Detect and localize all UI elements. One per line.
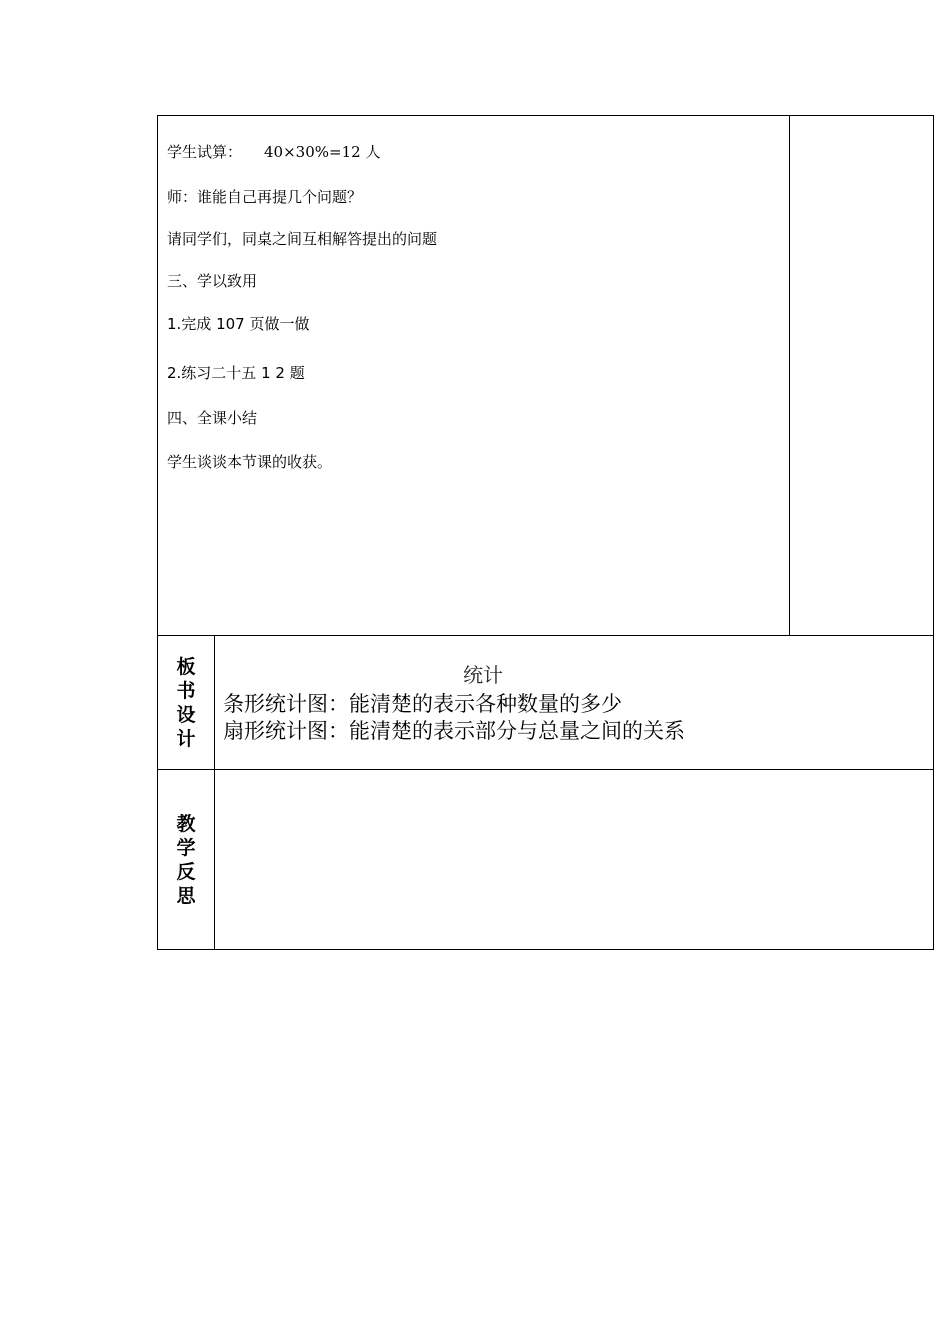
lesson-plan-table (157, 115, 934, 950)
board-line-pie-chart: 扇形统计图：能清楚的表示部分与总量之间的关系 (223, 719, 686, 743)
board-design-label: 板书设计 (176, 655, 196, 750)
lesson-line-1 (167, 143, 380, 161)
lesson-line-2: 师：谁能自己再提几个问题？ (167, 188, 363, 206)
board-title: 统计 (463, 663, 504, 687)
board-design-row (158, 636, 934, 770)
reflection-label-cell (158, 770, 215, 950)
reflection-label: 教学反思 (176, 812, 196, 907)
lesson-line-4: 三、学以致用 (167, 272, 258, 290)
calc-suffix: 人 (365, 143, 381, 161)
lesson-line-8: 学生谈谈本节课的收获。 (167, 453, 333, 471)
lesson-body-row (158, 116, 934, 636)
lesson-line-7: 四、全课小结 (167, 409, 258, 427)
board-design-content (215, 636, 934, 770)
notes-cell (789, 116, 933, 636)
lesson-line-5: 1.完成 107 页做一做 (167, 315, 310, 333)
reflection-row (158, 770, 934, 950)
calc-formula: 40×30%=12 (264, 143, 361, 161)
board-design-label-cell (158, 636, 215, 770)
reflection-content (215, 770, 934, 950)
lesson-line-3: 请同学们，同桌之间互相解答提出的问题 (167, 230, 438, 248)
lesson-line-6: 2.练习二十五 1 2 题 (167, 364, 305, 382)
calc-prefix: 学生试算： (167, 143, 243, 161)
board-line-bar-chart: 条形统计图：能清楚的表示各种数量的多少 (223, 692, 623, 716)
lesson-content-cell (158, 116, 790, 636)
